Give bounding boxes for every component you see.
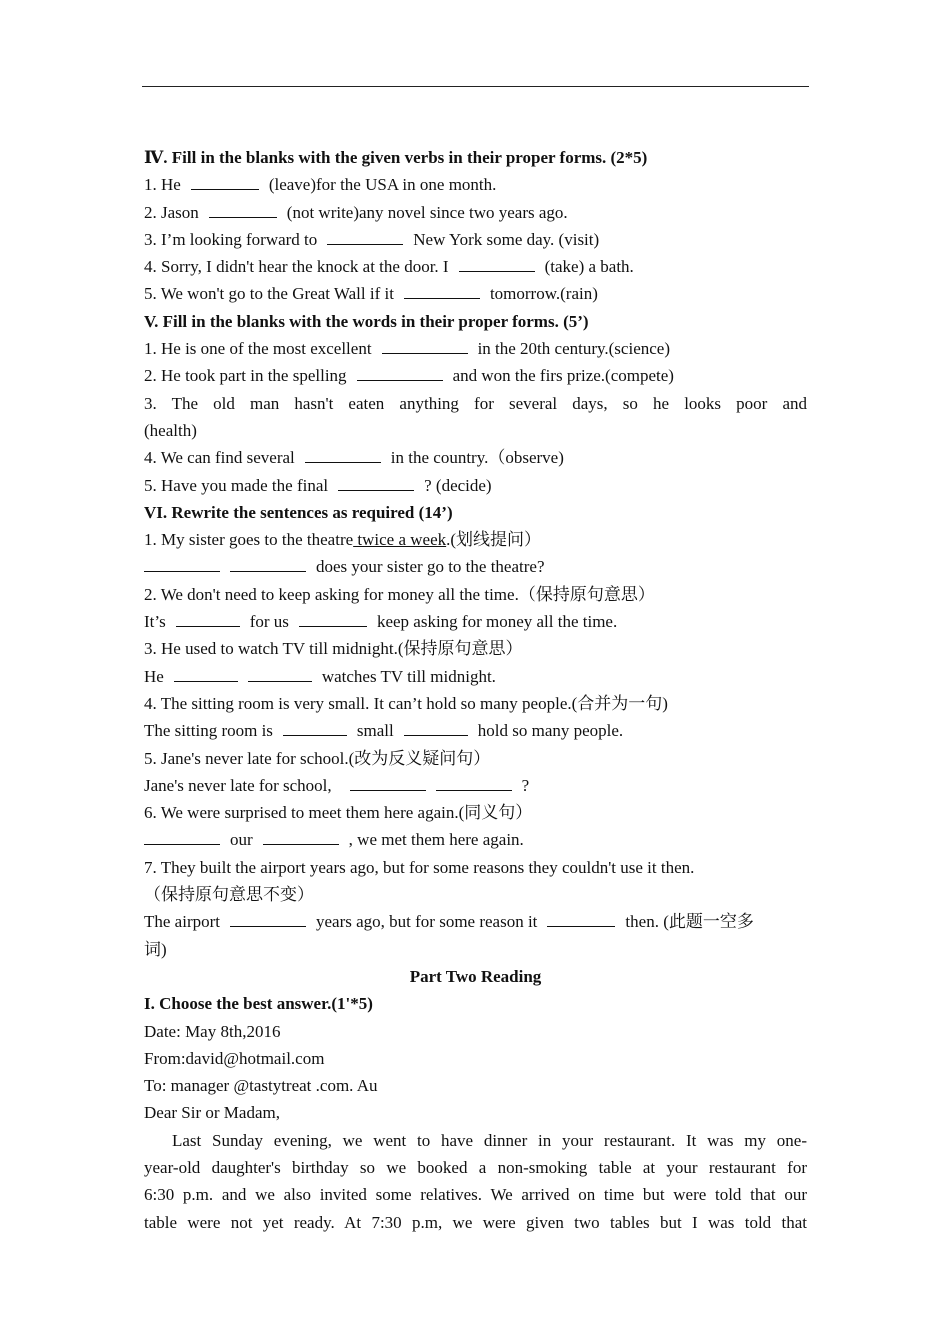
answer-blank[interactable] bbox=[209, 199, 277, 218]
s6-question-3: 3. He used to watch TV till midnight.(保持原句意思） bbox=[144, 639, 523, 659]
answer-blank[interactable] bbox=[338, 472, 414, 491]
s6-question-7: 7. They built the airport years ago, but for some reasons they couldn't use it then. bbox=[144, 857, 695, 877]
s6-answer-4: The sitting room is small hold so many people. bbox=[144, 717, 807, 744]
answer-blank[interactable] bbox=[263, 826, 339, 845]
s6-question-2: 2. We don't need to keep asking for money all the time.（保持原句意思） bbox=[144, 584, 655, 604]
email-date: Date: May 8th,2016 bbox=[144, 1021, 281, 1041]
answer-blank[interactable] bbox=[404, 717, 468, 736]
s6-question-4: 4. The sitting room is very small. It can’t hold so many people.(合并为一句) bbox=[144, 693, 668, 713]
s5-question-3: 3. The old man hasn't eaten anything for several days, so he looks poor and bbox=[144, 393, 807, 413]
s6-answer-7: The airport years ago, but for some reason it then. (此题一空多 bbox=[144, 908, 807, 935]
answer-blank[interactable] bbox=[230, 553, 306, 572]
answer-blank[interactable] bbox=[357, 362, 443, 381]
s6-question-5: 5. Jane's never late for school.(改为反义疑问句） bbox=[144, 748, 491, 768]
section-4-heading: Ⅳ. Fill in the blanks with the given verbs in their proper forms. (2*5) bbox=[144, 148, 648, 167]
s6-answer-2: It’s for us keep asking for money all the time. bbox=[144, 608, 807, 635]
s6-answer-7-cont: 词) bbox=[144, 939, 167, 959]
answer-blank[interactable] bbox=[459, 253, 535, 272]
s5-question-3-cont: (health) bbox=[144, 420, 197, 440]
answer-blank[interactable] bbox=[144, 826, 220, 845]
underlined-phrase: twice a week bbox=[353, 530, 447, 550]
answer-blank[interactable] bbox=[382, 335, 468, 354]
answer-blank[interactable] bbox=[283, 717, 347, 736]
s6-question-1: 1. My sister goes to the theatre twice a week.(划线提问） bbox=[144, 530, 542, 550]
answer-blank[interactable] bbox=[144, 553, 220, 572]
reading-heading: I. Choose the best answer.(1'*5) bbox=[144, 994, 373, 1014]
worksheet-content bbox=[144, 144, 807, 1236]
s4-question-3: 3. I’m looking forward to New York some day. (visit) bbox=[144, 226, 807, 253]
section-6-heading: VI. Rewrite the sentences as required (14’) bbox=[144, 502, 453, 522]
email-body-line-4: table were not yet ready. At 7:30 p.m, we were given two tables but I was told that bbox=[144, 1212, 807, 1232]
answer-blank[interactable] bbox=[436, 772, 512, 791]
answer-blank[interactable] bbox=[248, 663, 312, 682]
answer-blank[interactable] bbox=[174, 663, 238, 682]
email-body-line-2: year-old daughter's birthday so we booked a non-smoking table at your restaurant for bbox=[144, 1157, 807, 1177]
answer-blank[interactable] bbox=[299, 608, 367, 627]
answer-blank[interactable] bbox=[350, 772, 426, 791]
s4-question-1: 1. He (leave)for the USA in one month. bbox=[144, 171, 807, 198]
section-5-heading: V. Fill in the blanks with the words in their proper forms. (5’) bbox=[144, 311, 589, 331]
header-rule bbox=[142, 86, 809, 87]
answer-blank[interactable] bbox=[547, 908, 615, 927]
answer-blank[interactable] bbox=[191, 171, 259, 190]
s6-question-6: 6. We were surprised to meet them here again.(同义句） bbox=[144, 803, 533, 823]
s6-answer-3: He watches TV till midnight. bbox=[144, 663, 807, 690]
answer-blank[interactable] bbox=[305, 444, 381, 463]
email-body-line-1: Last Sunday evening, we went to have dinner in your restaurant. It was my one- bbox=[172, 1130, 807, 1150]
s5-question-5: 5. Have you made the final ? (decide) bbox=[144, 472, 807, 499]
answer-blank[interactable] bbox=[230, 908, 306, 927]
answer-blank[interactable] bbox=[327, 226, 403, 245]
s5-question-1: 1. He is one of the most excellent in the 20th century.(science) bbox=[144, 335, 807, 362]
s5-question-4: 4. We can find several in the country.（observe) bbox=[144, 444, 807, 471]
email-greeting: Dear Sir or Madam, bbox=[144, 1103, 280, 1123]
s4-question-4: 4. Sorry, I didn't hear the knock at the door. I (take) a bath. bbox=[144, 253, 807, 280]
s6-answer-1: does your sister go to the theatre? bbox=[144, 553, 807, 580]
s5-question-2: 2. He took part in the spelling and won the firs prize.(compete) bbox=[144, 362, 807, 389]
s4-question-2: 2. Jason (not write)any novel since two years ago. bbox=[144, 199, 807, 226]
answer-blank[interactable] bbox=[404, 280, 480, 299]
email-to: To: manager @tastytreat .com. Au bbox=[144, 1076, 378, 1096]
s6-answer-6: our , we met them here again. bbox=[144, 826, 807, 853]
s6-answer-5: Jane's never late for school, ? bbox=[144, 772, 807, 799]
email-from: From:david@hotmail.com bbox=[144, 1048, 325, 1068]
part-two-title: Part Two Reading bbox=[409, 966, 542, 986]
s6-question-7-note: （保持原句意思不变） bbox=[144, 885, 314, 905]
answer-blank[interactable] bbox=[176, 608, 240, 627]
email-body-line-3: 6:30 p.m. and we also invited some relatives. We arrived on time but were told that our bbox=[144, 1185, 807, 1205]
s4-question-5: 5. We won't go to the Great Wall if it tomorrow.(rain) bbox=[144, 280, 807, 307]
